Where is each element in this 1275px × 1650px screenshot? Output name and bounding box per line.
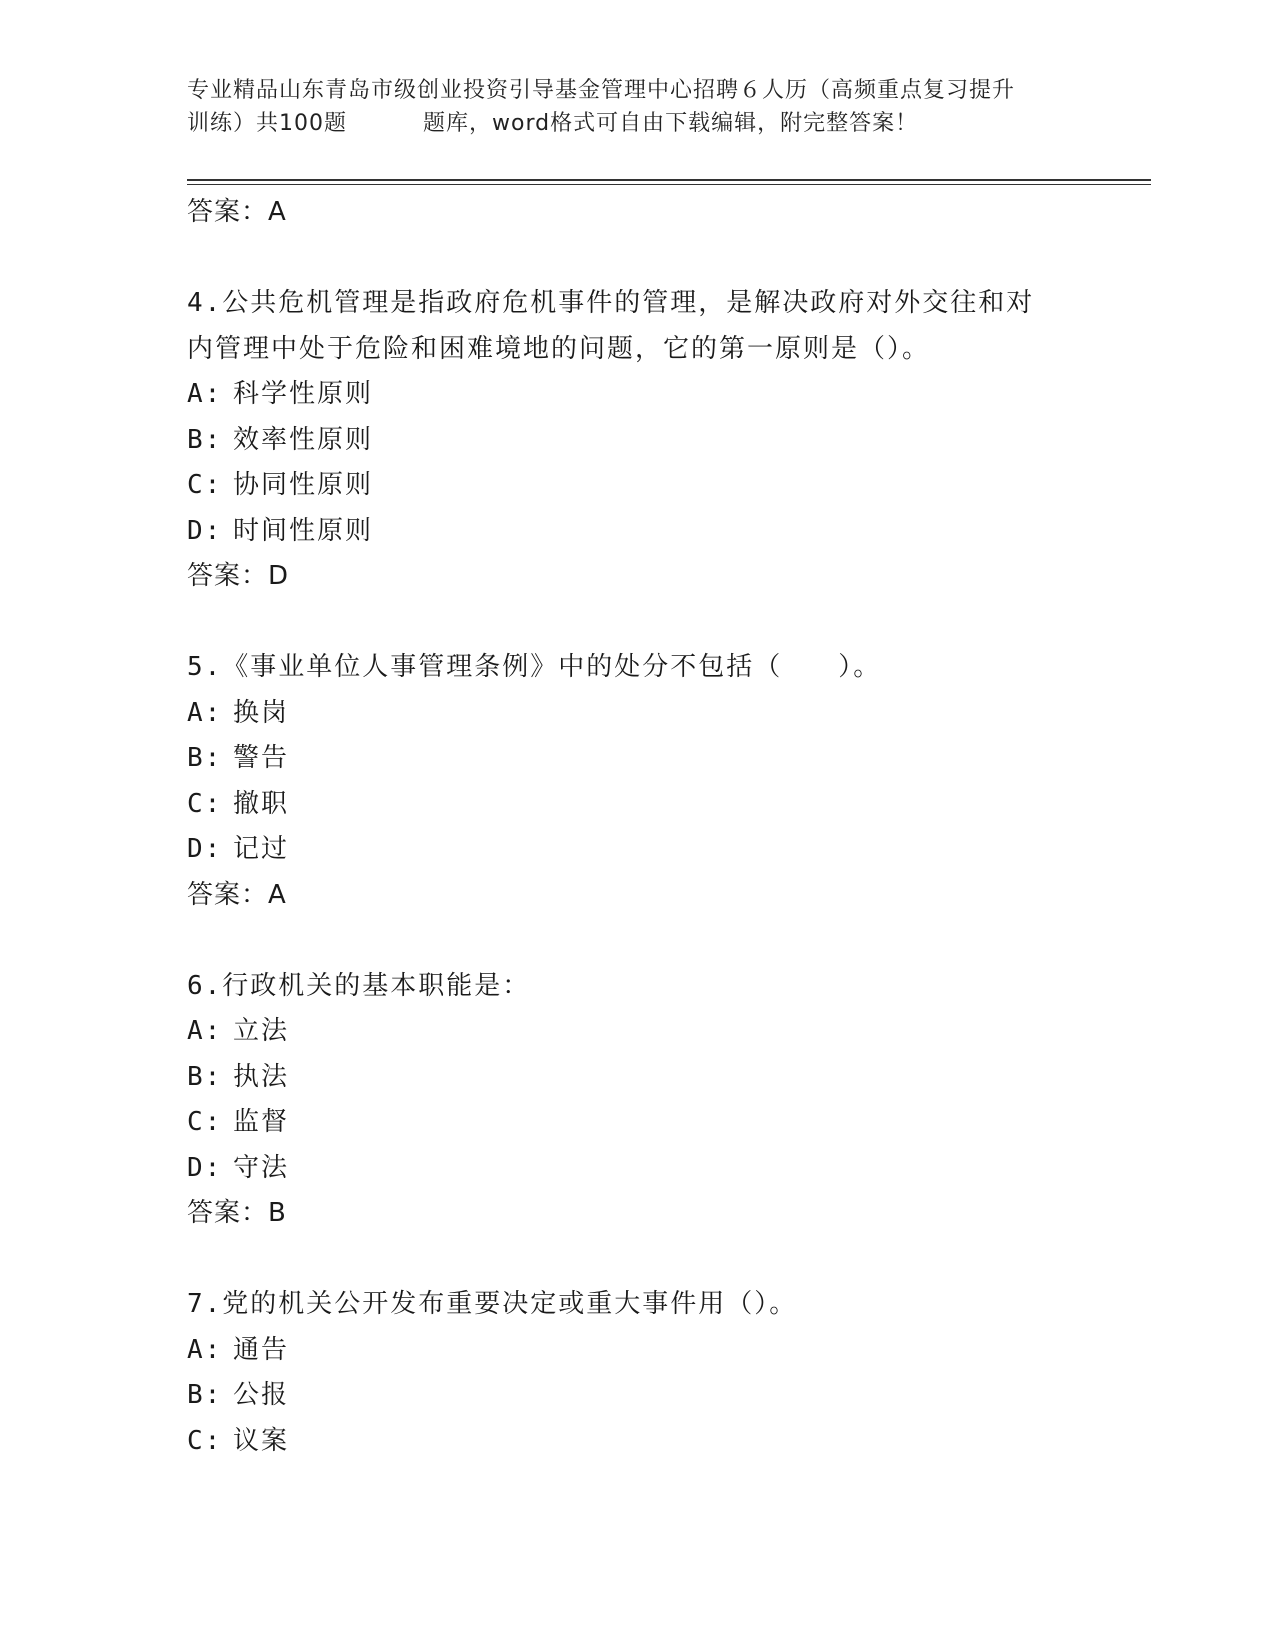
option-text: 通告 <box>233 1334 290 1365</box>
option-key: B: <box>187 424 223 455</box>
option-key: A: <box>187 1016 223 1046</box>
header-rule-thin <box>187 184 1151 185</box>
option-row <box>187 1373 1151 1419</box>
option-key: B: <box>187 743 223 773</box>
question-block <box>187 964 1151 1237</box>
option-row <box>187 782 1151 828</box>
option-text: 警告 <box>233 743 290 773</box>
option-key: A: <box>187 1334 223 1365</box>
option-row <box>187 1100 1151 1146</box>
question-spacer <box>187 600 1151 646</box>
option-text: 协同性原则 <box>233 470 374 500</box>
header-line-1: 专业精品山东青岛市级创业投资引导基金管理中心招聘６人历（高频重点复习提升 <box>187 78 1016 103</box>
question-block <box>187 281 1151 600</box>
option-text: 效率性原则 <box>233 424 374 455</box>
answer-line: 答案：D <box>187 561 290 591</box>
option-key: D: <box>187 834 223 864</box>
option-text: 撤职 <box>233 788 290 819</box>
option-key: B: <box>187 1061 223 1092</box>
option-key: C: <box>187 1425 223 1456</box>
option-row <box>187 1146 1151 1192</box>
header-line-2 <box>187 107 1087 140</box>
option-text: 守法 <box>233 1152 290 1183</box>
question-spacer <box>187 1237 1151 1283</box>
previous-answer: 答案：A <box>187 197 287 227</box>
option-row <box>187 691 1151 737</box>
header-rule-thick <box>187 179 1151 181</box>
option-text: 时间性原则 <box>233 515 374 546</box>
option-row <box>187 418 1151 464</box>
option-key: D: <box>187 515 223 546</box>
option-row <box>187 372 1151 418</box>
question-stem-line: 7.党的机关公开发布重要决定或重大事件用（）。 <box>187 1289 798 1319</box>
option-key: C: <box>187 1107 223 1137</box>
question-stem-line: 内管理中处于危险和困难境地的问题，它的第一原则是（）。 <box>187 333 931 364</box>
option-text: 公报 <box>233 1380 290 1410</box>
option-row <box>187 1009 1151 1055</box>
header-line-2-part-b: 题库，word格式可自由下载编辑，附完整答案！ <box>423 111 919 136</box>
option-text: 立法 <box>233 1016 290 1046</box>
answer-line: 答案：B <box>187 1198 287 1228</box>
option-text: 科学性原则 <box>233 379 374 409</box>
question-spacer <box>187 918 1151 964</box>
question-list <box>187 190 1151 1464</box>
option-text: 议案 <box>233 1425 290 1456</box>
option-key: A: <box>187 379 223 409</box>
option-text: 记过 <box>233 834 290 864</box>
option-text: 换岗 <box>233 697 290 728</box>
option-key: B: <box>187 1380 223 1410</box>
option-text: 执法 <box>233 1061 290 1092</box>
option-row <box>187 1419 1151 1465</box>
option-row <box>187 1328 1151 1374</box>
option-text: 监督 <box>233 1107 290 1137</box>
question-stem-line: 6.行政机关的基本职能是： <box>187 970 531 1001</box>
question-spacer <box>187 236 1151 282</box>
option-key: A: <box>187 697 223 728</box>
option-key: C: <box>187 788 223 819</box>
page-header <box>187 74 1087 140</box>
option-row <box>187 736 1151 782</box>
question-stem-line: 5.《事业单位人事管理条例》中的处分不包括（ ）。 <box>187 652 882 682</box>
question-block <box>187 645 1151 918</box>
option-row <box>187 827 1151 873</box>
question-stem-line: 4.公共危机管理是指政府危机事件的管理，是解决政府对外交往和对 <box>187 288 1035 318</box>
option-key: C: <box>187 470 223 500</box>
answer-line: 答案：A <box>187 879 287 910</box>
header-line-2-part-a: 训练）共100题 <box>187 111 347 136</box>
option-key: D: <box>187 1152 223 1183</box>
option-row <box>187 1055 1151 1101</box>
option-row <box>187 463 1151 509</box>
option-row <box>187 509 1151 555</box>
question-block <box>187 1282 1151 1464</box>
